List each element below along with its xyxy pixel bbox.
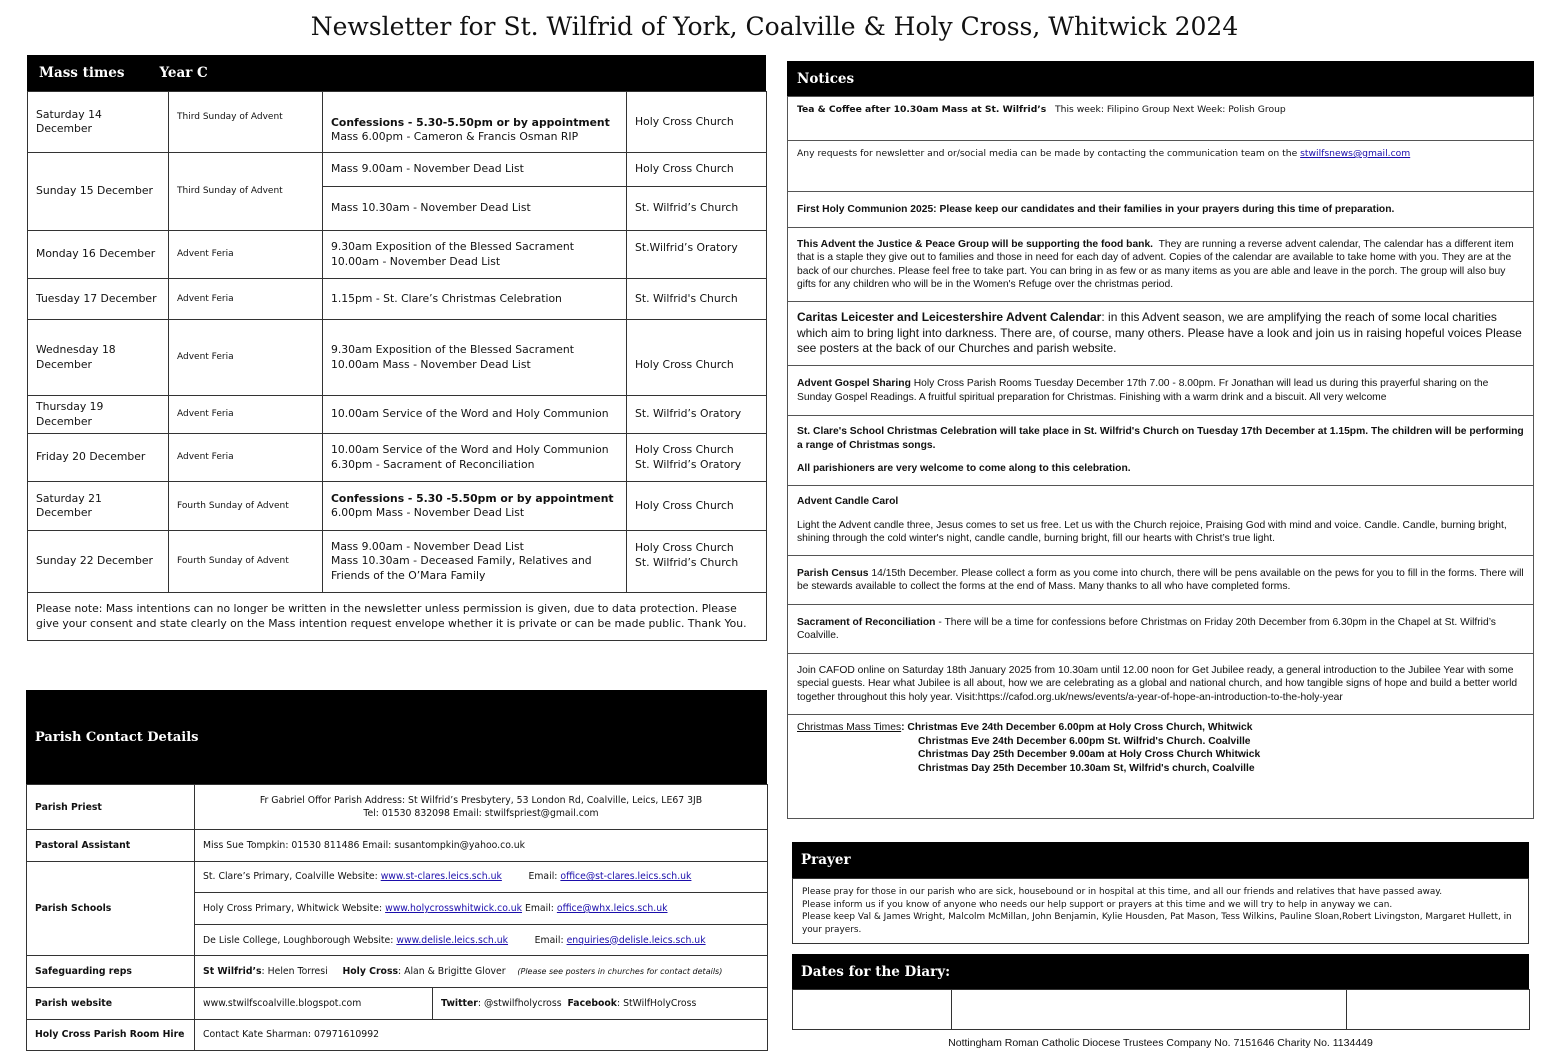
liturgy-cell: Advent Feria [169, 279, 323, 320]
notice-row [788, 366, 1534, 416]
schools-label: Parish Schools [27, 861, 195, 956]
prayer-section [792, 842, 1529, 944]
table-row [28, 92, 767, 153]
mass-note: Please note: Mass intentions can no longer be written in the newsletter unless permission is given, due to data protection. Please give your consent and state clearly on the Mass intention request envelope whether it is private or can be made public. Thank You. [28, 593, 767, 641]
diary-table [792, 989, 1530, 1030]
notice-row [788, 416, 1534, 486]
notice-requests: Any requests for newsletter and or/social media can be made by contacting the communication team on the stwilfsnews@gmail.com [788, 141, 1534, 192]
mass-detail-cell: 10.00am Service of the Word and Holy Communion [323, 396, 627, 434]
priest-label: Parish Priest [27, 785, 195, 830]
notice-tea: Tea & Coffee after 10.30am Mass at St. Wilfrid’s This week: Filipino Group Next Week: Polish Group [788, 97, 1534, 141]
notice-row [788, 556, 1534, 605]
table-row [28, 482, 767, 531]
notice-row [788, 654, 1534, 715]
mass-detail-cell: 1.15pm - St. Clare’s Christmas Celebration [323, 279, 627, 320]
liturgy-cell: Third Sunday of Advent [169, 153, 323, 231]
social-value: Twitter: @stwilfholycross Facebook: StWilfHolyCross [433, 987, 768, 1019]
school-email-link[interactable]: office@st-clares.leics.sch.uk [560, 871, 692, 883]
website-value: www.stwilfscoalville.blogspot.com [195, 987, 433, 1019]
church-cell: Holy Cross Church [627, 482, 767, 531]
room-hire-value: Contact Kate Sharman: 07971610992 [195, 1019, 768, 1051]
school-website-link[interactable]: www.holycrosswhitwick.co.uk [385, 902, 523, 914]
contact-table [26, 784, 768, 1051]
mass-times-table [27, 91, 767, 641]
day-cell: Tuesday 17 December [28, 279, 169, 320]
church-cell: Holy Cross Church St. Wilfrid’s Church [627, 531, 767, 593]
mass-detail-cell: Mass 10.30am - November Dead List [323, 187, 627, 231]
notice-census: Parish Census 14/15th December. Please collect a form as you come into church, there will be pens available on the pews for you to fill in the forms. There will be stewards available to collect the forms at the end of Mass. Many thanks to all who have completed forms. [788, 556, 1534, 605]
day-cell: Thursday 19 December [28, 396, 169, 434]
mass-times-header [27, 55, 766, 91]
notice-row [788, 715, 1534, 819]
school-website-link[interactable]: www.st-clares.leics.sch.uk [380, 871, 502, 883]
liturgy-cell: Advent Feria [169, 434, 323, 482]
diary-section [792, 954, 1529, 1030]
diary-cell [793, 990, 952, 1030]
notices-header: Notices [787, 61, 1534, 96]
table-row [28, 320, 767, 396]
mass-detail-cell: Confessions - 5.30 -5.50pm or by appointment 6.00pm Mass - November Dead List [323, 482, 627, 531]
church-cell: Holy Cross Church [627, 320, 767, 396]
school-row: St. Clare’s Primary, Coalville Website: www.st-clares.leics.sch.uk Email: office@st-clares.leics.sch.uk [195, 861, 768, 893]
table-row [28, 593, 767, 641]
notice-row [788, 97, 1534, 141]
notice-row [788, 228, 1534, 302]
notice-row [788, 486, 1534, 556]
day-cell: Sunday 22 December [28, 531, 169, 593]
church-cell: Holy Cross Church St. Wilfrid’s Oratory [627, 434, 767, 482]
notice-christmas-masses: Christmas Mass Times: Christmas Eve 24th December 6.00pm at Holy Cross Church, Whitwick Christmas Eve 24th December 6.00pm St. Wilfrid's Church. Coalville Christmas Day 25th December 9.00am at Holy Cross Church Whitwick Christmas Day 25th December 10.30am St, Wilfrid's church, Coalville [788, 715, 1534, 819]
priest-value: Fr Gabriel Offor Parish Address: St Wilfrid’s Presbytery, 53 London Rd, Coalville, Leics, LE67 3JB Tel: 01530 832098 Email: stwilfspriest@gmail.com [195, 785, 768, 830]
news-email-link[interactable]: stwilfsnews@gmail.com [1300, 148, 1411, 159]
notices-table [787, 96, 1534, 819]
liturgy-cell: Fourth Sunday of Advent [169, 482, 323, 531]
church-cell: Holy Cross Church [627, 153, 767, 187]
notice-reconciliation: Sacrament of Reconciliation - There will be a time for confessions before Christmas on Friday 20th December from 6.30pm in the Chapel at St. Wilfrid’s Coalville. [788, 605, 1534, 654]
diary-header: Dates for the Diary: [792, 954, 1529, 989]
mass-detail-cell: Mass 9.00am - November Dead List Mass 10.30am - Deceased Family, Relatives and Friends of the O’Mara Family [323, 531, 627, 593]
church-cell: St. Wilfrid’s Oratory [627, 396, 767, 434]
table-row [27, 785, 768, 830]
mass-times-section [27, 55, 766, 641]
mass-detail-cell: 9.30am Exposition of the Blessed Sacrament 10.00am Mass - November Dead List [323, 320, 627, 396]
notice-st-clares: St. Clare's School Christmas Celebration will take place in St. Wilfrid's Church on Tuesday 17th December at 1.15pm. The children will be performing a range of Christmas songs. All parishioners are very welcome to come along to this celebration. [788, 416, 1534, 486]
table-row [28, 531, 767, 593]
prayer-body: Please pray for those in our parish who are sick, housebound or in hospital at this time, and all our friends and relatives that have passed away. Please inform us if you know of anyone who needs our help support or prayers at this time and we will try to help in anyway we can. Please keep Val & James Wright, Malcolm McMillan, John Benjamin, Kylie Housden, Pat Mason, Tess Wilkins, Pauline Sloan,Robert Livingston, Margaret Hullett, in your prayers. [792, 878, 1529, 944]
church-cell: Holy Cross Church [627, 92, 767, 153]
day-cell: Monday 16 December [28, 231, 169, 279]
liturgical-year: Year C [159, 65, 208, 81]
notices-section [787, 61, 1534, 819]
notice-fhc: First Holy Communion 2025: Please keep our candidates and their families in your prayers during this time of preparation. [788, 192, 1534, 228]
footer-charity-info: Nottingham Roman Catholic Diocese Trustees Company No. 7151646 Charity No. 1134449 [948, 1037, 1373, 1049]
mass-detail-cell: Mass 9.00am - November Dead List [323, 153, 627, 187]
notice-row [788, 192, 1534, 228]
diary-cell [952, 990, 1347, 1030]
table-row [28, 153, 767, 187]
school-row: De Lisle College, Loughborough Website: www.delisle.leics.sch.uk Email: enquiries@delisle.leics.sch.uk [195, 924, 768, 956]
church-cell: St.Wilfrid’s Oratory [627, 231, 767, 279]
liturgy-cell: Advent Feria [169, 231, 323, 279]
notice-cafod: Join CAFOD online on Saturday 18th January 2025 from 10.30am until 12.00 noon for Get Jubilee ready, a general introduction to the Jubilee Year with some special guests. Hear what Jubilee is all about, how we are celebrating as a global and national church, and how tangible signs of hope and build a better world together throughout this holy year. Visit:https://cafod.org.uk/news/events/a-year-of-hope-an-introduction-to-the-holy-year [788, 654, 1534, 715]
contact-header: Parish Contact Details [26, 690, 767, 784]
notice-row [788, 141, 1534, 192]
notice-justice-peace: This Advent the Justice & Peace Group will be supporting the food bank. They are running a reverse advent calendar, The calendar has a different item that is a staple they give out to families and those in need for each day of advent. Copies of the calendar are available to take home with you. They are at the back of our churches. Please feel free to take part. You can bring in as few or as many items as you are able and leave in the porch. The group will also buy gifts for any children who will be in the Women's Refuge over the christmas period. [788, 228, 1534, 302]
contact-section [26, 690, 767, 1051]
table-row [28, 434, 767, 482]
mass-times-title: Mass times [39, 65, 125, 81]
pastoral-value: Miss Sue Tompkin: 01530 811486 Email: susantompkin@yahoo.co.uk [195, 830, 768, 862]
church-cell: St. Wilfrid’s Church [627, 187, 767, 231]
notice-row [788, 605, 1534, 654]
table-row [27, 987, 768, 1019]
notice-carol: Advent Candle Carol Light the Advent candle three, Jesus comes to set us free. Let us with the Church rejoice, Praising God with mind and voice. Candle. Candle, burning bright, shining through the cold winter's night, candle candle, burning bright, fill our hearts with Christ’s true light. [788, 486, 1534, 556]
day-cell: Saturday 21 December [28, 482, 169, 531]
day-cell: Friday 20 December [28, 434, 169, 482]
mass-detail-cell: 9.30am Exposition of the Blessed Sacrament 10.00am - November Dead List [323, 231, 627, 279]
mass-detail-cell: 10.00am Service of the Word and Holy Communion 6.30pm - Sacrament of Reconciliation [323, 434, 627, 482]
table-row [27, 1019, 768, 1051]
liturgy-cell: Third Sunday of Advent [169, 92, 323, 153]
table-row [793, 990, 1530, 1030]
notice-gospel: Advent Gospel Sharing Holy Cross Parish Rooms Tuesday December 17th 7.00 - 8.00pm. Fr Jonathan will lead us during this prayerful sharing on the Sunday Gospel Readings. A fruitful spiritual preparation for Christmas. Finishing with a warm drink and a biscuit. All very welcome [788, 366, 1534, 416]
table-row [28, 396, 767, 434]
liturgy-cell: Advent Feria [169, 320, 323, 396]
school-email-link[interactable]: enquiries@delisle.leics.sch.uk [566, 934, 706, 946]
notice-row [788, 302, 1534, 366]
page-title: Newsletter for St. Wilfrid of York, Coalville & Holy Cross, Whitwick 2024 [310, 12, 1239, 41]
school-website-link[interactable]: www.delisle.leics.sch.uk [396, 934, 509, 946]
website-label: Parish website [27, 987, 195, 1019]
pastoral-label: Pastoral Assistant [27, 830, 195, 862]
church-cell: St. Wilfrid's Church [627, 279, 767, 320]
safeguarding-label: Safeguarding reps [27, 956, 195, 988]
school-email-link[interactable]: office@whx.leics.sch.uk [556, 902, 668, 914]
table-row [27, 861, 768, 893]
liturgy-cell: Fourth Sunday of Advent [169, 531, 323, 593]
liturgy-cell: Advent Feria [169, 396, 323, 434]
day-cell: Wednesday 18 December [28, 320, 169, 396]
table-row [28, 279, 767, 320]
prayer-header: Prayer [792, 842, 1529, 878]
table-row [27, 830, 768, 862]
table-row [28, 231, 767, 279]
safeguarding-value: St Wilfrid’s: Helen Torresi Holy Cross: Alan & Brigitte Glover (Please see posters in churches for contact details) [195, 956, 768, 988]
notice-caritas: Caritas Leicester and Leicestershire Advent Calendar: in this Advent season, we are amplifying the reach of some local charities which aim to bring light into darkness. There are, of course, many others. Please have a look and join us in raising hopeful voices Please see posters at the back of our Churches and parish website. [788, 302, 1534, 366]
room-hire-label: Holy Cross Parish Room Hire [27, 1019, 195, 1051]
school-row: Holy Cross Primary, Whitwick Website: www.holycrosswhitwick.co.uk Email: office@whx.leics.sch.uk [195, 893, 768, 925]
day-cell: Saturday 14 December [28, 92, 169, 153]
table-row [27, 956, 768, 988]
day-cell: Sunday 15 December [28, 153, 169, 231]
diary-cell [1347, 990, 1530, 1030]
mass-detail-cell: Confessions - 5.30-5.50pm or by appointment Mass 6.00pm - Cameron & Francis Osman RIP [323, 92, 627, 153]
